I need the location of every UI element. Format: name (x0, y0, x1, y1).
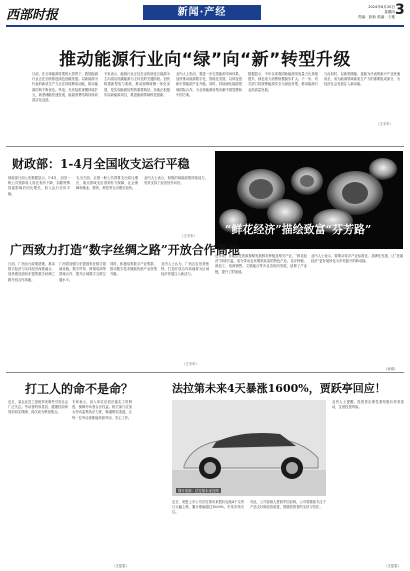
flower-photo (215, 151, 403, 249)
car-photo-caption: 图片来源：法拉第未来官网 (178, 489, 219, 493)
masthead-rule (6, 25, 404, 27)
section-banner: 新闻·产经 (143, 5, 261, 20)
article1-headline: 推动能源行业向“绿”向“新”转型升级 (59, 50, 351, 70)
issue-editors: 责编：彭新 美编：王雅 (357, 15, 395, 19)
divider-2 (6, 372, 404, 373)
article3-col2: 业内人士表示，要推动花卉产业标准化、品牌化发展，让“美丽经济”更好地转化为乡村振兴的新动能。 (311, 254, 403, 264)
page-number: 3 (395, 2, 405, 18)
article6-col1: 近日，美股上市公司法拉第未来股价连续4个交易日大幅上涨，累计涨幅超过1600%，引发市场关注。 (172, 500, 244, 515)
article1-col5: 与此同时，以新型储能、氢能为代表的新兴产业快速成长，成为能源领域新质生产力的重要组成部分，为经济社会发展注入新动能。 (324, 72, 400, 87)
article4-author: （王丰年） (182, 362, 199, 366)
article1-col3: 业内人士指出，要进一步完善能源市场体系，加快推动能源数字化、智能化发展，以科技创新引领能源产业升级。同时，持续深化能源领域国际合作，为全球能源转型贡献中国智慧和中国方案。 (176, 72, 242, 97)
article4-col3: 同时，积极培育数字产业集群，推动数字技术赋能传统产业转型升级。 (110, 262, 157, 277)
article1-col2: 专家表示，能源行业正处在由传统化石能源为主向清洁低碳能源为主转变的关键阶段。加快构建新型电力系统，推动源网荷储一体化发展，是实现能源转型的重要路径。各地正积极布局新能源项目，推进能源领域科技创新。 (104, 72, 170, 97)
article6-headline: 法拉第未来4天暴涨1600%，贾跃亭回应！ (172, 382, 386, 395)
article4-headline: 广西致力打造“数字丝绸之路”开放合作高地 (10, 243, 240, 257)
article5-col1: 近日，某企业员工加班猝死事件引发社会广泛关注。劳动者的休息权、健康权如何得到切实保障，再次成为舆论焦点。 (8, 400, 68, 415)
article1-col1: 日前，在全球能源转型的大背景下，我国能源行业正在加快推进绿色低碳发展。以新能源为代表的新质生产力正在持续释放动能，推动能源结构不断优化。风电、光伏装机规模持续扩大，新型储能快速发展，能源消费结构持续向清洁化迈进。 (32, 72, 98, 103)
car-photo-image (172, 400, 326, 496)
article2-col2: 支出方面，全国一般公共预算支出同比增长，重点领域支出得到有力保障，社会保障和就业、教育、科技等支出增长较快。 (76, 176, 138, 191)
article6-col3: 业内人士提醒，投资者应理性看待股价异常波动，注意投资风险。 (332, 400, 404, 410)
article5-headline: 打工人的命不是命？ (25, 382, 134, 396)
issue-weekday: 星期四 (384, 10, 395, 14)
article6-author: （文星泰） (384, 564, 401, 568)
article2-headline: 财政部：1-4月全国收支运行平稳 (12, 157, 190, 171)
divider-1 (6, 146, 404, 147)
article6-col2: 对此，公司创始人贾跃亭回应称，公司将继续专注于产品交付和经营改善，感谢投资者的支持与信任。 (250, 500, 326, 510)
article2-col3: 业内人士表示，积极的财政政策持续加力，有效支持了经济回升向好。 (144, 176, 208, 186)
article1-col4: 数据显示，今年以来我国新能源发电量占比持续提升，绿色电力消费规模稳步扩大。下一步，有关部门将统筹能源安全与绿色转型，推动能源行业高质量发展。 (248, 72, 318, 92)
article5-author: （文星泰） (112, 564, 129, 568)
newspaper-logo: 西部时报 (6, 8, 59, 23)
article4-col2: 广西将加强与东盟国家在数字基础设施、数字贸易、跨境电商等领域合作，提升区域数字互联互通水平。 (59, 262, 106, 282)
issue-info (300, 5, 395, 20)
article1-author: （王丰年） (376, 122, 393, 126)
article4-col1: 日前，广西出台政策措施，推动数字经济与实体经济深度融合，加快建设面向东盟的数字丝绸之路开放合作高地。 (8, 262, 55, 282)
photo-overlay-title: “鲜花经济”描绘致富“芬芳路” (225, 223, 372, 236)
article2-col1: 财政部日前公布数据显示，1-4月，全国一般公共预算收入同比有所下降，扣除特殊因素影响后同比增长，收入运行总体平稳。 (8, 176, 70, 196)
article3-author: （孙琪） (384, 367, 398, 371)
article4-col4: 业内人士认为，广西区位优势独特，打造开放合作高地将为区域经济发展注入新活力。 (161, 262, 209, 277)
issue-date: 2024年6月20日 (368, 5, 395, 9)
car-photo (172, 400, 326, 496)
article5-col2: 专家表示，用人单位应依法落实工时制度，保障劳动者合法权益。相关部门应加大劳动监察执法力度，畅通维权渠道，让每一位劳动者都能体面劳动、安心工作。 (72, 400, 132, 420)
article3-col1: 近年来，各地依托资源禀赋发展鲜花种植及相关产业，“鲜花经济”持续升温，成为带动农民增收致富的特色产业。花卉种植、深加工、电商销售、文旅融合等多业态协同发展，延伸了产业链，提升了附加值。 (215, 254, 307, 274)
article2-author: （王丰年） (180, 234, 197, 238)
